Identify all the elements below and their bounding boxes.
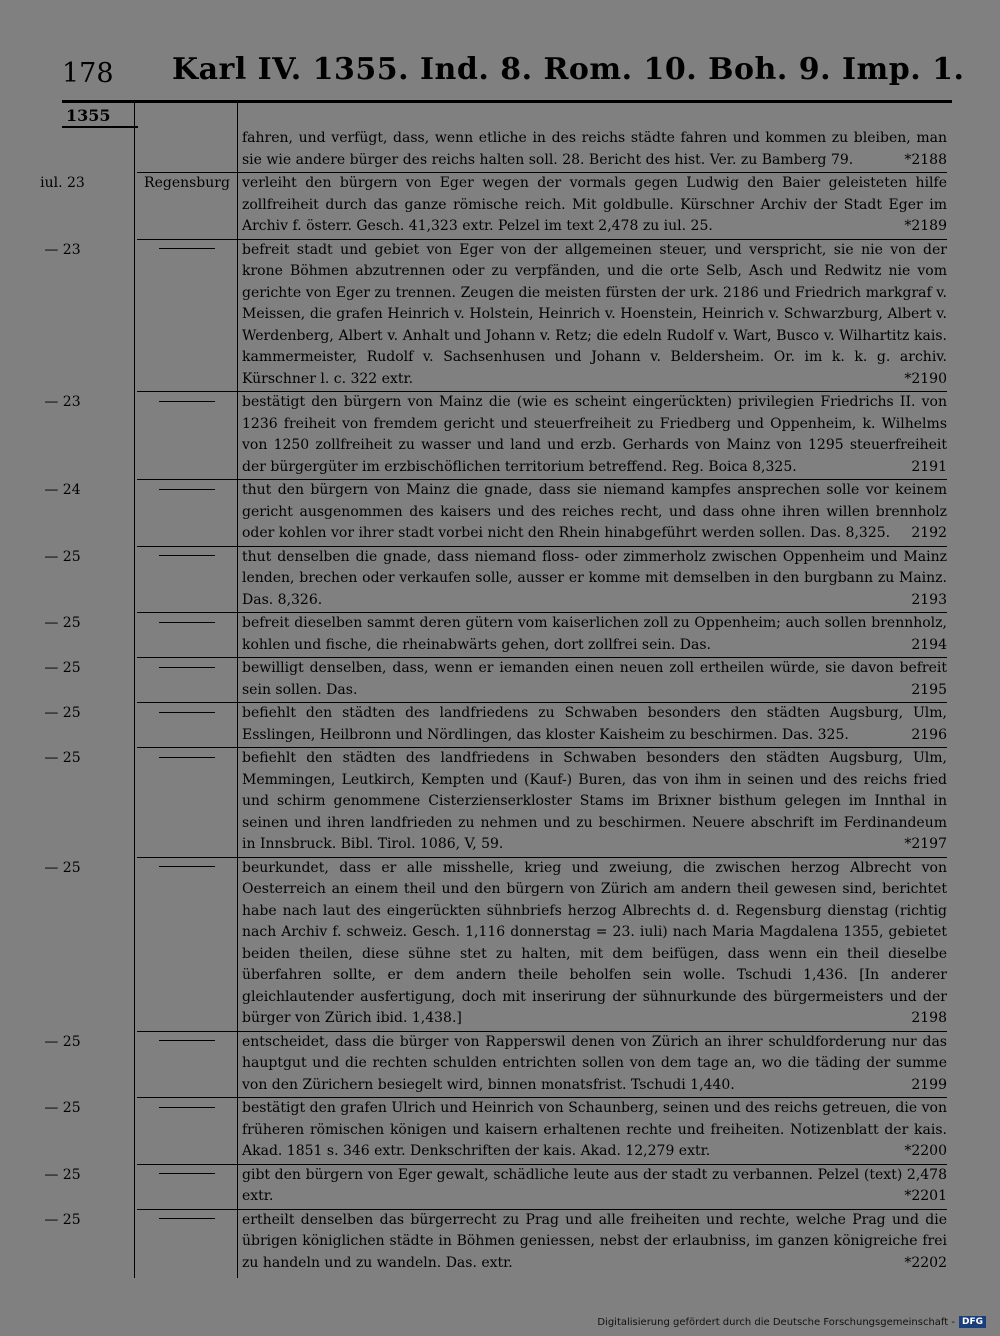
entry-text bbox=[242, 1165, 947, 1209]
footer bbox=[597, 1316, 986, 1328]
entry-place bbox=[137, 547, 237, 568]
entry-date: — 25 bbox=[44, 660, 81, 676]
ditto-dash bbox=[159, 712, 215, 713]
entry-date: — 25 bbox=[44, 859, 81, 876]
year-label: 1355 bbox=[62, 106, 138, 128]
entry-number: 2191 bbox=[911, 458, 947, 475]
entry-number: *2190 bbox=[904, 370, 947, 387]
entry-number: 2196 bbox=[911, 726, 947, 743]
entry-place bbox=[137, 480, 237, 501]
ditto-dash bbox=[159, 1218, 215, 1219]
entry-text bbox=[242, 480, 947, 546]
entry-date: — 25 bbox=[44, 1033, 81, 1050]
regest-entry bbox=[44, 658, 947, 703]
regest-list bbox=[0, 128, 1000, 1275]
entry-text bbox=[242, 1098, 947, 1164]
footer-text: Digitalisierung gefördert durch die Deutsche Forschungsgemeinschaft - bbox=[597, 1316, 955, 1328]
regest-entry bbox=[40, 173, 947, 240]
entry-body: fahren, und verfügt, dass, wenn etliche in des reichs städte fahren und kommen zu bleiben, man sie wie andere bürger des reichs halten soll. 28. Bericht des hist. Ver. zu Bamberg 79. bbox=[242, 130, 947, 168]
entry-number: *2189 bbox=[904, 218, 947, 234]
ditto-dash bbox=[159, 667, 215, 668]
entry-text bbox=[242, 858, 947, 1031]
regest-entry bbox=[137, 128, 947, 173]
entry-text bbox=[242, 392, 947, 479]
entry-body: befreit dieselben sammt deren gütern vom kaiserlichen zoll zu Oppenheim; auch sollen brennholz, kohlen und fische, die rheinabwärts gehen, dort zollfrei sein. Das. bbox=[242, 615, 947, 653]
entry-body: verleiht den bürgern von Eger wegen der vormals gegen Ludwig den Baier geleisteten hilfe zollfreiheit durch das ganze römische reich. Mit goldbulle. Kürschner Archiv der Stadt Eger im Archiv f. österr. Gesch. 41,323 extr. Pelzel im text 2,478 zu iul. 25. bbox=[242, 175, 947, 234]
entry-date: — 25 bbox=[44, 1100, 81, 1116]
regest-entry bbox=[44, 480, 947, 547]
entry-body: entscheidet, dass die bürger von Rapperswil denen von Zürich an ihrer schuldforderung nur das hauptgut und die rechten schulden entrichten sollen von dem tage an, wo die täding der summe von den Zürichern besiegelt wird, binnen monatsfrist. Tschudi 1,440. bbox=[242, 1033, 947, 1093]
entry-text bbox=[242, 748, 947, 857]
entry-number: *2200 bbox=[904, 1143, 947, 1159]
entry-number: *2202 bbox=[904, 1254, 947, 1271]
entry-body: befreit stadt und gebiet von Eger von der allgemeinen steuer, und verspricht, sie nie von der krone Böhmen abzutrennen oder zu verpfänden, und die orte Selb, Asch und Redwitz nie vom gerichte von Eger zu trennen. Zeugen die meisten fürsten der urk. 2186 und Friedrich markgraf v. Meissen, die grafen Heinrich v. Holstein, Heinrich v. Hoenstein, Heinrich v. Schwarzburg, Albert v. Werdenberg, Albert v. Anhalt und Johann v. Retz; die edeln Rudolf v. Wart, Busco v. Wilhartitz kais. kammermeister, Rudolf v. Sachsenhusen und Johann v. Beldersheim. Or. im k. k. g. archiv. Kürschner l. c. 322 extr. bbox=[242, 241, 947, 387]
entry-body: gibt den bürgern von Eger gewalt, schädliche leute aus der stadt zu verbannen. Pelzel (text) 2,478 extr. bbox=[242, 1166, 947, 1204]
running-title: Karl IV. 1355. Ind. 8. Rom. 10. Boh. 9. Imp. 1. bbox=[172, 52, 965, 87]
entry-number: *2201 bbox=[904, 1188, 947, 1204]
entry-place bbox=[137, 858, 237, 879]
entry-place: Regensburg bbox=[144, 175, 230, 191]
entry-number: 2195 bbox=[911, 681, 947, 698]
entry-date: — 25 bbox=[44, 1211, 81, 1228]
entry-number: 2194 bbox=[911, 636, 947, 653]
entry-text bbox=[242, 240, 947, 392]
entry-body: ertheilt denselben das bürgerrecht zu Prag und alle freiheiten und rechte, welche Prag und die übrigen königlichen städte in Böhmen geniessen, nebst der erlaubniss, im ganzen königreiche frei zu handeln und zu wandeln. Das. extr. bbox=[242, 1211, 947, 1271]
regest-entry bbox=[44, 547, 947, 614]
regest-entry bbox=[44, 1032, 947, 1099]
entry-text bbox=[242, 1032, 947, 1098]
entry-body: bestätigt den bürgern von Mainz die (wie es scheint eingerückten) privilegien Friedrichs II. von 1236 freiheit von fremdem gericht und steuerfreiheit zu Friedberg und Oppenheim, k. Wilhelms von 1250 zollfreiheit zu wasser und land und erzb. Gerhards von Mainz von 1295 steuerfreiheit der bürgergüter im erzbischöflichen territorium betreffend. Reg. Boica 8,325. bbox=[242, 394, 947, 475]
regest-entry bbox=[44, 858, 947, 1032]
entry-number: 2198 bbox=[911, 1010, 947, 1026]
entry-text bbox=[242, 128, 947, 172]
entry-place bbox=[137, 1210, 237, 1231]
entry-date: iul. 23 bbox=[40, 175, 85, 191]
entry-place bbox=[137, 658, 237, 679]
entry-body: befiehlt den städten des landfriedens in Schwaben besonders den städten Augsburg, Ulm, Memmingen, Leutkirch, Kempten und (Kauf-) Buren, das von ihm in seinen und des reichs fried und schirm genommene Cisterzienserkloster Stams im Brixner bisthum gelegen im Innthal in seinen und ihren landfrieden zu nehmen und zu beschirmen. Neuere abschrift im Ferdinandeum in Innsbruck. Bibl. Tirol. 1086, V, 59. bbox=[242, 750, 947, 852]
entry-number: 2193 bbox=[911, 591, 947, 608]
entry-date: — 25 bbox=[44, 705, 81, 721]
entry-text bbox=[242, 547, 947, 613]
entry-body: bestätigt den grafen Ulrich und Heinrich von Schaunberg, seinen und des reichs getreuen, die von früheren römischen königen und kaisern erhaltenen rechte und freiheiten. Notizenblatt der kais. Akad. 1851 s. 346 extr. Denkschriften der kais. Akad. 12,279 extr. bbox=[242, 1100, 947, 1159]
entry-body: befiehlt den städten des landfriedens zu Schwaben besonders den städten Augsburg, Ulm, Esslingen, Heilbronn und Nördlingen, das kloster Kaisheim zu beschirmen. Das. 325. bbox=[242, 705, 947, 743]
entry-text bbox=[242, 613, 947, 657]
entry-text bbox=[242, 1210, 947, 1276]
ditto-dash bbox=[159, 1173, 215, 1174]
entry-text bbox=[242, 173, 947, 239]
entry-date: — 24 bbox=[44, 482, 81, 498]
entry-date: — 23 bbox=[44, 241, 81, 258]
ditto-dash bbox=[159, 1040, 215, 1041]
regest-entry bbox=[44, 392, 947, 480]
entry-number: *2188 bbox=[904, 151, 947, 168]
entry-text bbox=[242, 703, 947, 747]
page-header bbox=[62, 48, 965, 96]
ditto-dash bbox=[159, 622, 215, 623]
page-number: 178 bbox=[62, 58, 114, 89]
ditto-dash bbox=[159, 757, 215, 758]
entry-place bbox=[137, 1165, 237, 1186]
entry-body: thut denselben die gnade, dass niemand floss- oder zimmerholz zwischen Oppenheim und Mainz lenden, brechen oder verkaufen solle, ausser er komme mit demselben in den burgbann zu Mainz. Das. 8,326. bbox=[242, 548, 947, 608]
entry-number: *2197 bbox=[904, 836, 947, 852]
entry-date: — 25 bbox=[44, 1166, 81, 1183]
entry-body: beurkundet, dass er alle misshelle, krieg und zweiung, die zwischen herzog Albrecht von Oesterreich an einem theil und den bürgern von Zürich am andern theil gewesen sind, berichtet habe nach laut des eingerückten sühnbriefs herzog Albrechts d. d. Regensburg dienstag (richtig nach Archiv f. schweiz. Gesch. 1,116 donnerstag = 23. iuli) nach Maria Magdalena 1355, gebietet beiden theilen, diese sühne stet zu halten, mit dem beifügen, dass wenn ein theil dieselbe überfahren sollte, er dem andern theile beholfen sein wolle. Tschudi 1,436. [In anderer gleichlautender ausfertigung, doch mit inserirung der sühnurkunde des bürgermeisters und der bürger von Zürich ibid. 1,438.] bbox=[242, 859, 947, 1026]
entry-number: 2199 bbox=[911, 1076, 947, 1093]
regest-entry bbox=[44, 1098, 947, 1165]
entry-place bbox=[137, 1098, 237, 1119]
regest-entry bbox=[44, 613, 947, 658]
ditto-dash bbox=[159, 866, 215, 867]
ditto-dash bbox=[159, 1107, 215, 1108]
entry-place bbox=[137, 392, 237, 413]
header-rule bbox=[62, 100, 952, 103]
ditto-dash bbox=[159, 248, 215, 249]
entry-place bbox=[137, 240, 237, 261]
entry-date: — 25 bbox=[44, 615, 81, 631]
entry-place bbox=[137, 1032, 237, 1053]
ditto-dash bbox=[159, 555, 215, 556]
entry-date: — 25 bbox=[44, 750, 81, 766]
entry-body: thut den bürgern von Mainz die gnade, dass sie niemand kampfes ansprechen solle vor keinem gericht ausgenommen des kaisers und des reiches recht, und dass ohne ihren willen brennholz oder kohlen vor ihrer stadt vorbei nicht den Rhein hinabgeführt werden sollen. Das. 8,325. bbox=[242, 482, 947, 541]
entry-place bbox=[137, 613, 237, 634]
entry-text bbox=[242, 658, 947, 702]
entry-date: — 23 bbox=[44, 394, 81, 410]
regest-entry bbox=[44, 748, 947, 858]
entry-body: bewilligt denselben, dass, wenn er iemanden einen neuen zoll ertheilen würde, sie davon befreit sein sollen. Das. bbox=[242, 660, 947, 698]
entry-date: — 25 bbox=[44, 548, 81, 565]
regest-entry bbox=[44, 240, 947, 393]
ditto-dash bbox=[159, 401, 215, 402]
entry-place bbox=[137, 703, 237, 724]
entry-number: 2192 bbox=[911, 525, 947, 541]
dfg-logo: DFG bbox=[959, 1316, 986, 1328]
regest-entry bbox=[44, 703, 947, 748]
regest-entry bbox=[44, 1210, 947, 1276]
ditto-dash bbox=[159, 489, 215, 490]
entry-place bbox=[137, 748, 237, 769]
regest-entry bbox=[44, 1165, 947, 1210]
